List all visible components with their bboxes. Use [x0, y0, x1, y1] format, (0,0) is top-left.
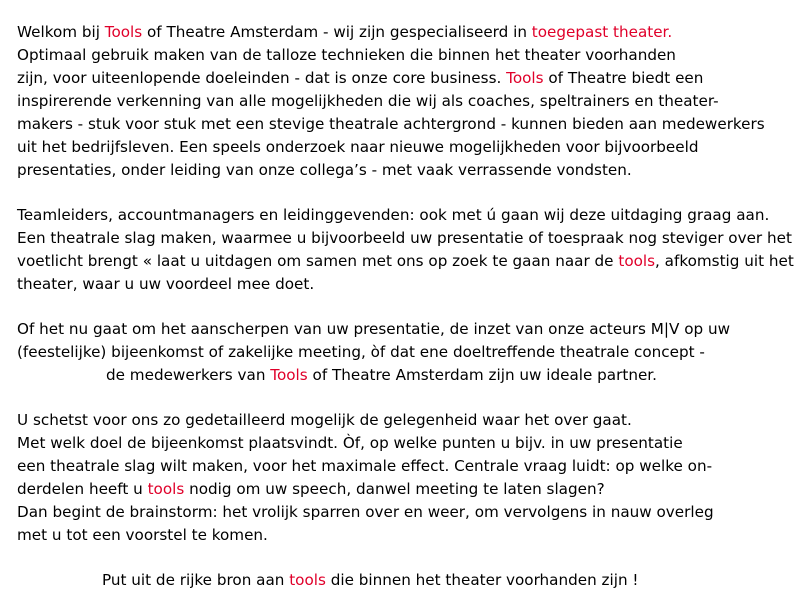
text-line: [17, 21, 672, 44]
text-line: [17, 90, 719, 113]
text-line: [17, 409, 632, 432]
text-line: [17, 501, 714, 524]
text-segment: Put uit de rijke bron aan: [102, 571, 290, 589]
highlighted-word: Tools: [104, 23, 143, 41]
highlighted-word: toegepast theater.: [531, 23, 673, 41]
text-segment: , afkomstig uit het: [655, 252, 794, 270]
text-line: [17, 524, 268, 547]
text-segment: met u tot een voorstel te komen.: [17, 526, 268, 544]
text-segment: Optimaal gebruik maken van de talloze technieken die binnen het theater voorhanden: [17, 46, 676, 64]
text-segment: Een theatrale slag maken, waarmee u bijvoorbeeld uw presentatie of toespraak nog steviger over het: [17, 229, 792, 247]
text-line: [17, 159, 632, 182]
text-line: [17, 455, 712, 478]
text-line: [17, 67, 703, 90]
highlighted-word: tools: [147, 480, 185, 498]
text-segment: U schetst voor ons zo gedetailleerd mogelijk de gelegenheid waar het over gaat.: [17, 411, 632, 429]
highlighted-word: Tools: [270, 366, 308, 384]
text-segment: die binnen het theater voorhanden zijn !: [325, 571, 639, 589]
text-line: [17, 318, 730, 341]
text-line: [17, 273, 314, 296]
text-segment: theater, waar u uw voordeel mee doet.: [17, 275, 315, 293]
text-line: [17, 44, 676, 67]
text-segment: (feestelijke) bijeenkomst of zakelijke meeting, òf dat ene doeltreffende theatrale concept -: [17, 343, 705, 361]
text-segment: of Theatre Amsterdam zijn uw ideale partner.: [307, 366, 657, 384]
text-line: [102, 569, 639, 592]
text-segment: of Theatre biedt een: [543, 69, 704, 87]
text-segment: inspirerende verkenning van alle mogelijkheden die wij als coaches, speltrainers en theater-: [17, 92, 719, 110]
text-line: [17, 341, 705, 364]
text-line: [17, 136, 698, 159]
text-segment: Teamleiders, accountmanagers en leidinggevenden: ook met ú gaan wij deze uitdaging graag aan.: [17, 206, 770, 224]
text-line: [106, 364, 657, 387]
text-segment: een theatrale slag wilt maken, voor het maximale effect. Centrale vraag luidt: op welke on-: [17, 457, 713, 475]
text-segment: of Theatre Amsterdam - wij zijn gespecialiseerd in: [142, 23, 532, 41]
text-segment: makers - stuk voor stuk met een stevige theatrale achtergrond - kunnen bieden aan medewerkers: [17, 115, 765, 133]
highlighted-word: tools: [289, 571, 326, 589]
text-segment: voetlicht brengt « laat u uitdagen om samen met ons op zoek te gaan naar de: [17, 252, 619, 270]
highlighted-word: tools: [618, 252, 656, 270]
text-segment: nodig om uw speech, danwel meeting te laten slagen?: [184, 480, 605, 498]
text-line: [17, 478, 605, 501]
text-segment: Welkom bij: [17, 23, 105, 41]
text-segment: uit het bedrijfsleven. Een speels onderzoek naar nieuwe mogelijkheden voor bijvoorbeeld: [17, 138, 699, 156]
text-segment: Dan begint de brainstorm: het vrolijk sparren over en weer, om vervolgens in nauw overleg: [17, 503, 714, 521]
highlighted-word: Tools: [506, 69, 544, 87]
text-line: [17, 250, 794, 273]
text-line: [17, 204, 769, 227]
text-line: [17, 432, 683, 455]
text-line: [17, 113, 765, 136]
text-segment: zijn, voor uiteenlopende doeleinden - dat is onze core business.: [17, 69, 507, 87]
text-segment: Met welk doel de bijeenkomst plaatsvindt. Òf, op welke punten u bijv. in uw presentatie: [17, 434, 683, 452]
text-segment: de medewerkers van: [106, 366, 271, 384]
text-segment: derdelen heeft u: [17, 480, 148, 498]
text-segment: presentaties, onder leiding van onze collega’s - met vaak verrassende vondsten.: [17, 161, 632, 179]
text-line: [17, 227, 792, 250]
text-segment: Of het nu gaat om het aanscherpen van uw presentatie, de inzet van onze acteurs M|V op uw: [17, 320, 731, 338]
